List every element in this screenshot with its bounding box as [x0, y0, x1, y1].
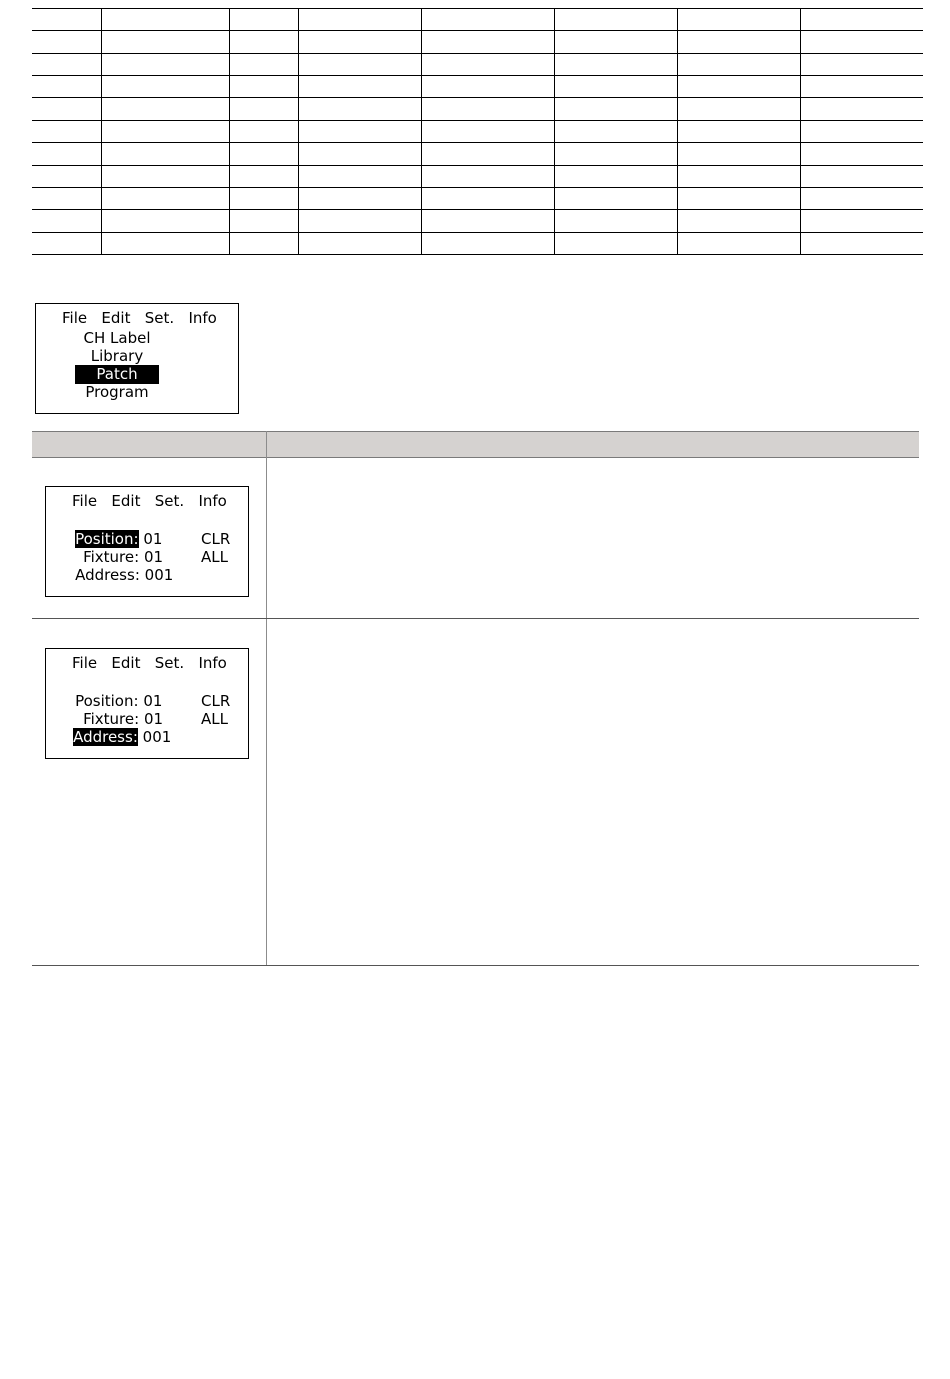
position-label: Position: — [75, 530, 139, 548]
address-label: Address: — [75, 566, 140, 584]
main-menu-screen — [35, 303, 239, 414]
position-value: 01 — [143, 530, 163, 548]
address-value: 001 — [142, 728, 172, 746]
fixture-label: Fixture: — [83, 710, 140, 728]
menu-bar: File Edit Set. Info — [62, 309, 217, 327]
empty-grid-table — [32, 8, 923, 255]
patch-screen-address — [45, 648, 249, 759]
all-option: ALL — [201, 548, 228, 566]
menu-item-ch-label: CH Label — [83, 329, 151, 347]
menu-bar: File Edit Set. Info — [72, 654, 227, 672]
table-header — [32, 431, 919, 458]
menu-bar: File Edit Set. Info — [72, 492, 227, 510]
clr-option: CLR — [201, 530, 231, 548]
clr-option: CLR — [201, 692, 231, 710]
menu-item-patch: Patch — [96, 365, 138, 383]
menu-item-program: Program — [85, 383, 149, 401]
all-option: ALL — [201, 710, 228, 728]
menu-item-library: Library — [90, 347, 144, 365]
fixture-value: 01 — [143, 548, 164, 566]
table-row-separator — [32, 618, 919, 619]
position-label: Position: — [75, 692, 139, 710]
fixture-value: 01 — [143, 710, 164, 728]
fixture-label: Fixture: — [83, 548, 140, 566]
patch-screen-position — [45, 486, 249, 597]
address-value: 001 — [144, 566, 174, 584]
position-value: 01 — [143, 692, 163, 710]
address-label: Address: — [73, 728, 138, 746]
